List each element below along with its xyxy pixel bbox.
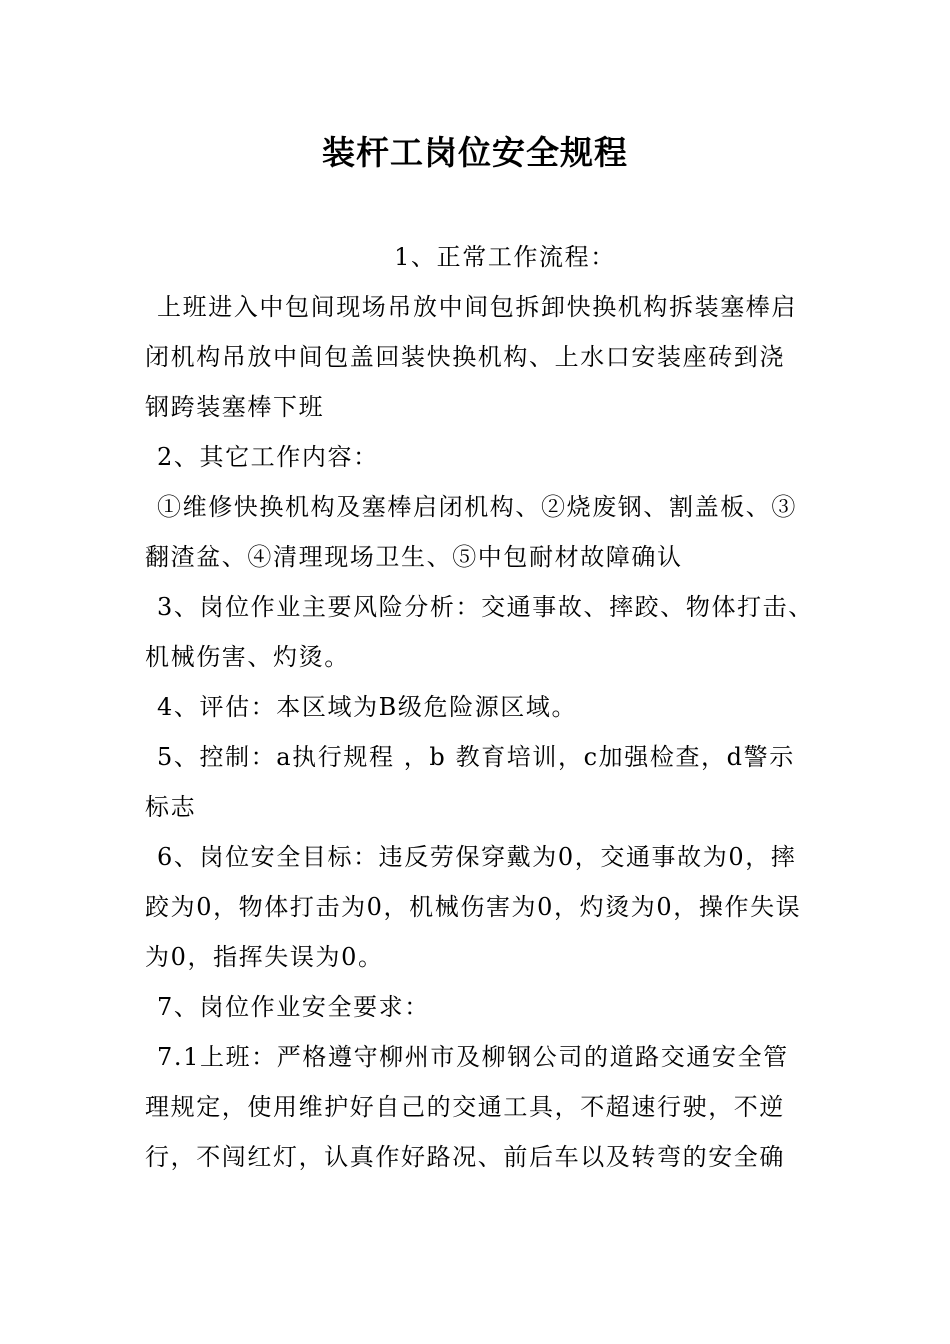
paragraph-line: 标志: [145, 793, 197, 821]
paragraph-line: 闭机构吊放中间包盖回装快换机构、上水口安装座砖到浇: [145, 343, 785, 371]
paragraph-line: 4、评估：本区域为B级危险源区域。: [157, 693, 578, 721]
paragraph-line: 6、岗位安全目标：违反劳保穿戴为0，交通事故为0，摔: [157, 843, 797, 871]
section-heading-safety-requirements: 7、岗位作业安全要求：: [157, 993, 430, 1021]
paragraph-line: 跤为0，物体打击为0，机械伤害为0，灼烫为0，操作失误: [145, 893, 802, 921]
paragraph-line: 为0，指挥失误为0。: [145, 943, 384, 971]
paragraph-line: 3、岗位作业主要风险分析：交通事故、摔跤、物体打击、: [157, 593, 814, 621]
section-heading-other-work: 2、其它工作内容：: [157, 443, 379, 471]
paragraph-line: 理规定，使用维护好自己的交通工具，不超速行驶，不逆: [145, 1093, 785, 1121]
paragraph-line: 5、控制：a执行规程 ，b 教育培训，c加强检查，d警示: [157, 743, 795, 771]
paragraph-line: 机械伤害、灼烫。: [145, 643, 350, 671]
paragraph-line: 钢跨装塞棒下班: [145, 393, 325, 421]
document-body: [145, 232, 825, 1182]
paragraph-line: 翻渣盆、④清理现场卫生、⑤中包耐材故障确认: [145, 543, 683, 571]
paragraph-line: ①维修快换机构及塞棒启闭机构、②烧废钢、割盖板、③: [157, 493, 797, 521]
section-heading-workflow: 1、正常工作流程：: [394, 243, 616, 271]
document-title: 装杆工岗位安全规程: [322, 133, 628, 172]
paragraph-line: 7.1上班：严格遵守柳州市及柳钢公司的道路交通安全管: [157, 1043, 789, 1071]
paragraph-line: 上班进入中包间现场吊放中间包拆卸快换机构拆装塞棒启: [157, 293, 797, 321]
paragraph-line: 行，不闯红灯，认真作好路况、前后车以及转弯的安全确: [145, 1143, 785, 1171]
